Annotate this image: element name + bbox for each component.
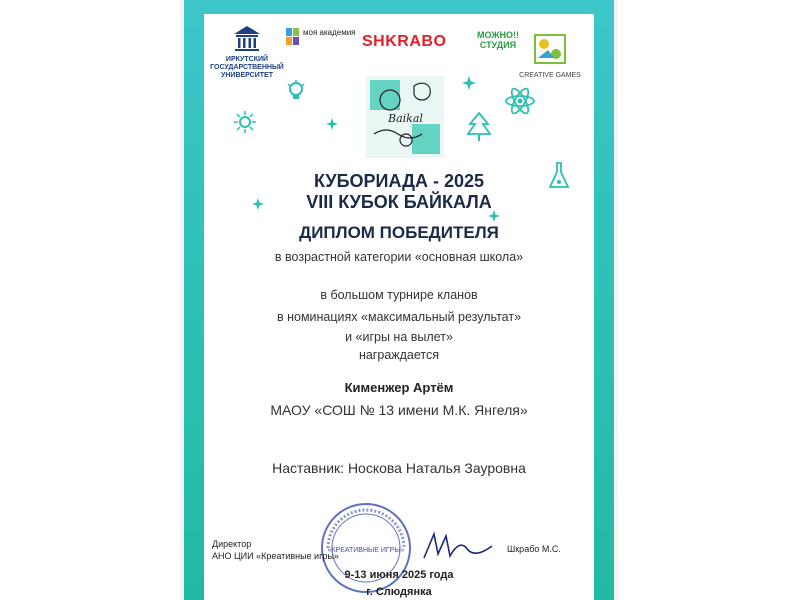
tournament-line: в большом турнире кланов <box>320 288 478 302</box>
baikal-word: Baikal <box>388 112 423 125</box>
event-date: 9-13 июня 2025 года <box>344 569 454 581</box>
shkrabo-logo: SHKRABO <box>362 33 447 50</box>
director-block <box>212 538 339 562</box>
mozhno-studio-name: МОЖНО!! СТУДИЯ <box>476 30 519 50</box>
star-icon <box>326 118 338 130</box>
isu-name: ИРКУТСКИЙ ГОСУДАРСТВЕННЫЙ УНИВЕРСИТЕТ <box>210 56 284 79</box>
creative-games-name: CREATIVE GAMES <box>519 72 581 79</box>
moya-akademia-logo <box>286 26 356 52</box>
age-category: в возрастной категории «основная школа» <box>274 250 524 264</box>
awarded-line: награждается <box>358 348 440 362</box>
isu-logo <box>210 24 284 96</box>
director-org: АНО ЦИИ «Креативные игры» <box>212 551 339 561</box>
nominations-line-2: и «игры на вылет» <box>345 330 453 344</box>
mentor-line: Наставник: Носкова Наталья Зауровна <box>272 460 526 476</box>
director-title: Директор <box>212 539 252 549</box>
moya-akademia-mark-icon <box>286 28 300 46</box>
star-icon <box>462 76 476 90</box>
sun-swirl-icon <box>233 110 257 134</box>
winner-name: Кименжер Артём <box>344 380 454 395</box>
atom-icon <box>504 86 536 116</box>
event-subtitle: VIII КУБОК БАЙКАЛА <box>306 192 492 212</box>
handwritten-signature <box>420 528 496 564</box>
tree-icon <box>466 112 492 142</box>
event-title: КУБОРИАДА - 2025 <box>313 171 485 191</box>
moya-akademia-name: моя академия <box>303 28 356 37</box>
diploma-heading: ДИПЛОМ ПОБЕДИТЕЛЯ <box>299 223 499 242</box>
baikal-illustration <box>366 76 444 158</box>
stamp-text: «КРЕАТИВНЫЕ ИГРЫ» <box>327 547 405 554</box>
nominations-line: в номинациях «максимальный результат» <box>276 310 522 324</box>
creative-games-logo <box>510 34 590 84</box>
creative-games-mark-icon <box>534 34 566 64</box>
lightbulb-icon <box>286 80 306 104</box>
school-name: МАОУ «СОШ № 13 имени М.К. Янгеля» <box>270 402 528 418</box>
event-city: г. Слюдянка <box>366 586 432 598</box>
signatory-name: Шкрабо М.С. <box>507 544 561 554</box>
isu-crest-icon <box>232 24 262 52</box>
